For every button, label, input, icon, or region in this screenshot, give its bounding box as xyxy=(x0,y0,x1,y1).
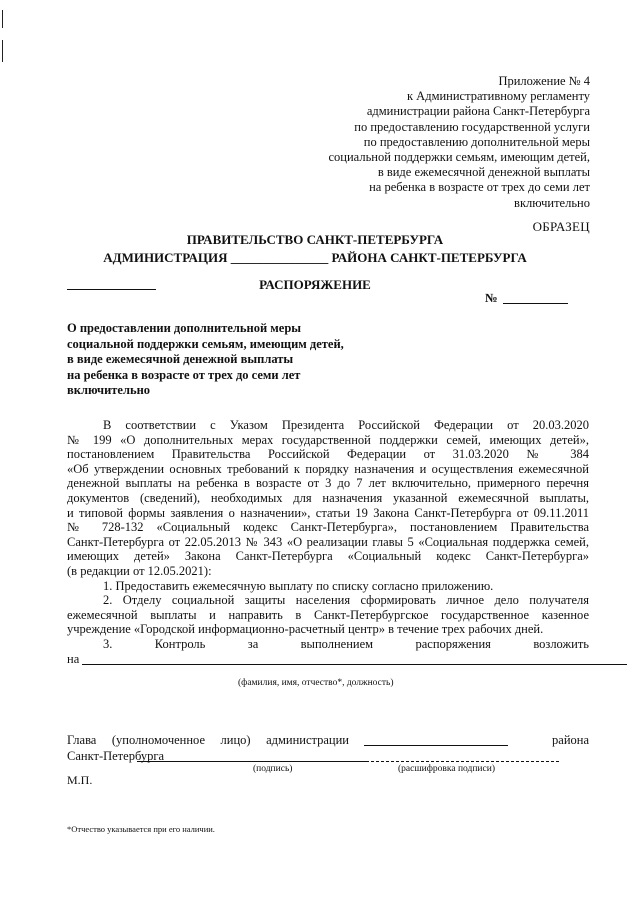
responsible-person-row xyxy=(67,652,589,667)
sample-label: ОБРАЗЕЦ xyxy=(532,219,590,234)
order-body xyxy=(67,418,589,667)
subject-line: включительно xyxy=(67,383,151,397)
body-line: и типовой формы заявления о назначении», статьи 19 Закона Санкт-Петербурга от 09.11.2011 xyxy=(67,505,589,520)
order-title: РАСПОРЯЖЕНИЕ xyxy=(259,277,371,292)
subject-line: социальной поддержки семьям, имеющим детей, xyxy=(67,336,344,351)
appendix-line: Приложение № 4 xyxy=(498,74,590,88)
order-item-1: 1. Предоставить ежемесячную выплату по списку согласно приложению. xyxy=(103,578,494,593)
signature-decoding-field-line[interactable] xyxy=(366,761,559,762)
appendix-line: в виде ежемесячной денежной выплаты xyxy=(377,165,590,180)
order-item-2-line: ежемесячной выплаты и направить в Санкт-Петербургское государственное казенное xyxy=(67,607,589,622)
body-line: № 728-132 «Социальный кодекс Санкт-Петербурга», постановлением Правительства xyxy=(67,520,589,535)
body-line: (в редакции от 12.05.2021): xyxy=(67,563,212,578)
body-line: Санкт-Петербурга от 22.05.2013 № 343 «О реализации главы 5 «Социальная поддержка семей, xyxy=(67,534,589,549)
signer-title: Глава (уполномоченное лицо) администрации xyxy=(67,733,349,747)
appendix-line: по предоставлению государственной услуги xyxy=(354,119,590,134)
appendix-line: по предоставлению дополнительной меры xyxy=(363,134,590,149)
body-line: постановлением Правительства Российской Федерации от 31.03.2020 № 384 xyxy=(67,447,589,462)
body-line: имеющих детей» Закона Санкт-Петербурга «Социальный кодекс Санкт-Петербурга» xyxy=(67,549,589,564)
appendix-block xyxy=(290,74,590,211)
appendix-line: включительно xyxy=(514,195,590,210)
responsible-prefix: на xyxy=(67,651,80,666)
appendix-line: к Административному регламенту xyxy=(406,89,590,104)
subject-line: в виде ежемесячной денежной выплаты xyxy=(67,352,294,366)
subject-line: на ребенка в возрасте от трех до семи лет xyxy=(67,367,301,382)
body-line: «Об утверждении основных требований к порядку назначения и осуществления ежемесячной xyxy=(67,461,589,476)
signature-caption: (подпись) xyxy=(253,764,293,774)
district-suffix: района xyxy=(552,733,589,747)
order-item-2: 2. Отделу социальной защиты населения сформировать личное дело получателя xyxy=(103,593,589,608)
margin-mark xyxy=(2,10,3,28)
appendix-line: социальной поддержки семьям, имеющим детей, xyxy=(328,150,590,165)
order-item-2-line: учреждение «Городской информационно-расчетный центр» в течение трех рабочих дней. xyxy=(67,622,544,637)
number-field-line xyxy=(503,303,568,304)
fio-caption: (фамилия, имя, отчество*, должность) xyxy=(238,678,394,688)
responsible-person-field[interactable] xyxy=(82,664,627,665)
appendix-line: администрации района Санкт-Петербурга xyxy=(366,104,590,119)
decoding-caption: (расшифровка подписи) xyxy=(398,764,495,774)
body-line: № 199 «О дополнительных мерах государственной поддержки семей, имеющих детей», xyxy=(67,432,589,447)
order-item-3: 3. Контроль за выполнением распоряжения возложить xyxy=(103,636,589,651)
body-line: В соответствии с Указом Президента Российской Федерации от 20.03.2020 xyxy=(103,418,589,432)
signature-field-line[interactable] xyxy=(137,761,366,762)
signature-row xyxy=(67,733,589,748)
stamp-place: М.П. xyxy=(67,773,93,787)
order-subject xyxy=(67,321,387,399)
number-label: № xyxy=(485,291,498,305)
district-field-line[interactable] xyxy=(364,745,508,746)
government-title: ПРАВИТЕЛЬСТВО САНКТ-ПЕТЕРБУРГА xyxy=(186,232,444,247)
body-line: документов (сведений), необходимых для назначения указанной ежемесячной выплаты, xyxy=(67,490,589,505)
subject-line: О предоставлении дополнительной меры xyxy=(67,321,302,335)
body-line: денежной выплаты на ребенка в возрасте от 3 до 7 лет включительно, примерного перечня xyxy=(67,476,589,491)
appendix-line: на ребенка в возрасте от трех до семи лет xyxy=(369,180,590,195)
margin-mark xyxy=(2,40,3,62)
administration-title: АДМИНИСТРАЦИЯ _______________ РАЙОНА САНКТ-ПЕТЕРБУРГА xyxy=(103,250,527,265)
date-field-line xyxy=(67,289,156,290)
signer-city: Санкт-Петербурга xyxy=(67,749,165,763)
footnote: *Отчество указывается при его наличии. xyxy=(67,824,215,834)
